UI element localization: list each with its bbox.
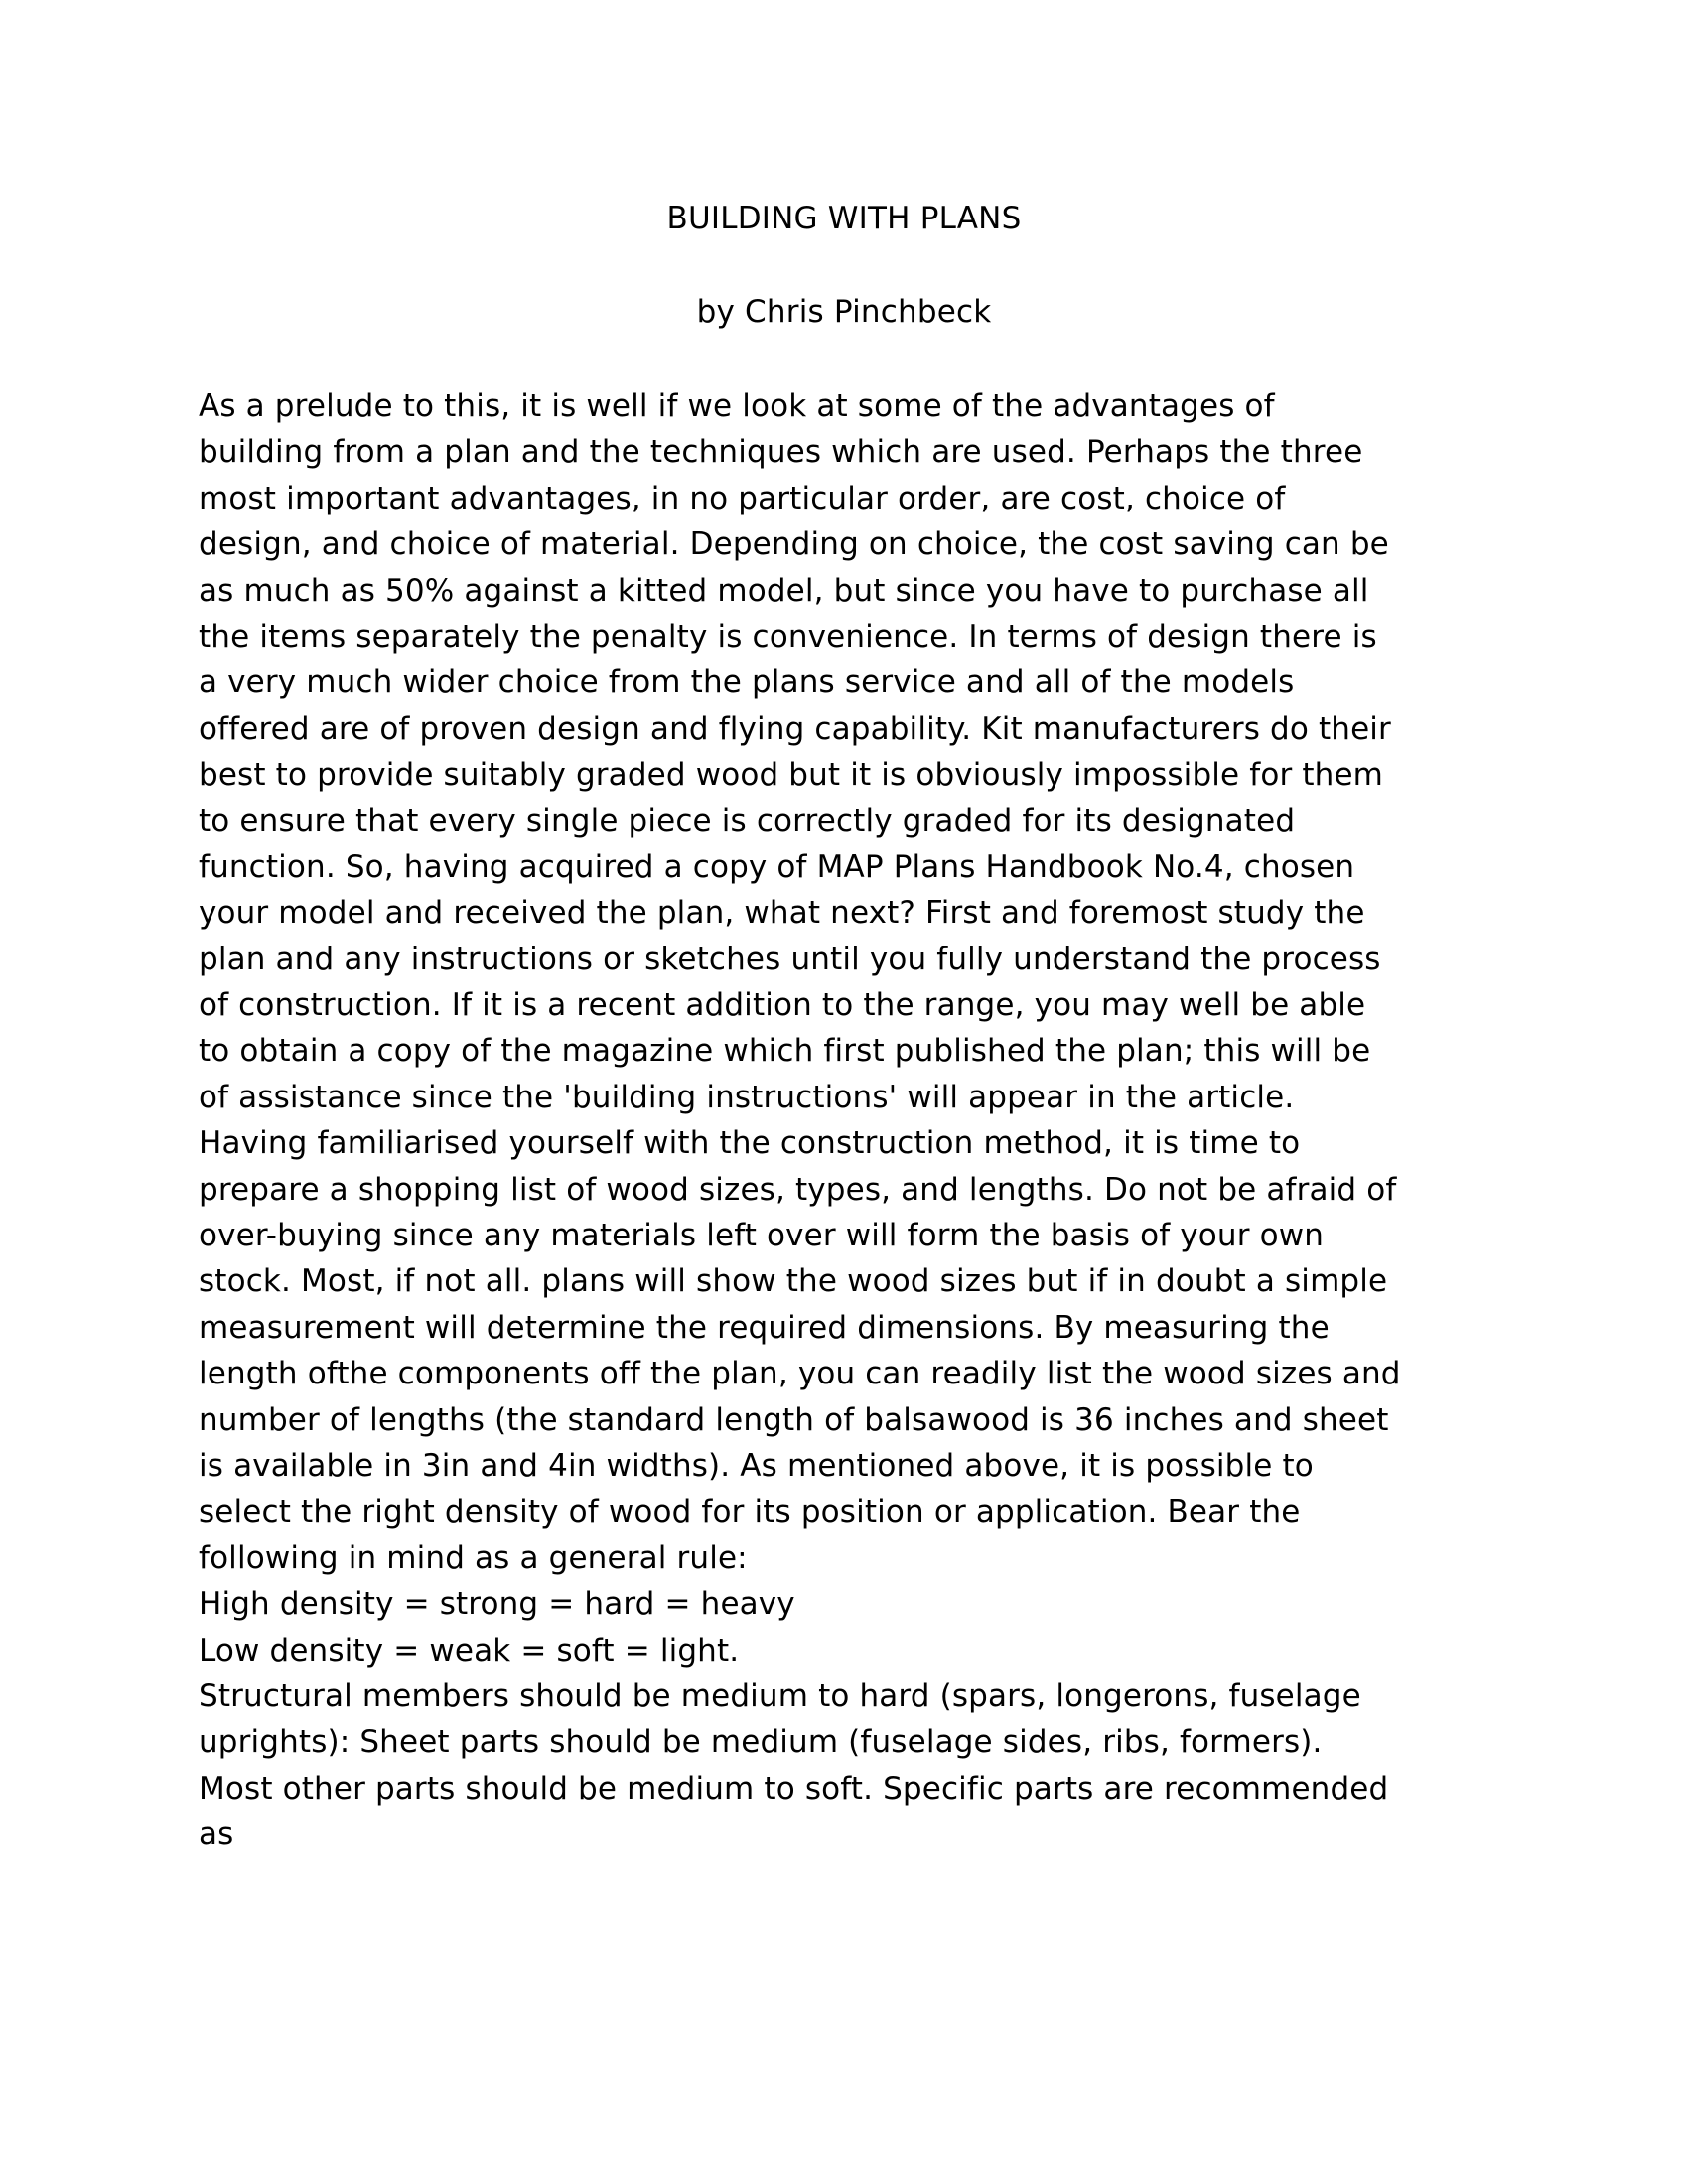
body-text-line: as much as 50% against a kitted model, but since you have to purchase all bbox=[199, 572, 1369, 609]
body-text-line: uprights): Sheet parts should be medium (fuselage sides, ribs, formers). bbox=[199, 1724, 1323, 1761]
body-text-line: design, and choice of material. Depending on choice, the cost saving can be bbox=[199, 526, 1389, 563]
body-text-line: offered are of proven design and flying capability. Kit manufacturers do their bbox=[199, 710, 1391, 747]
body-text-line: plan and any instructions or sketches until you fully understand the process bbox=[199, 941, 1381, 977]
body-text-line: the items separately the penalty is convenience. In terms of design there is bbox=[199, 618, 1377, 655]
body-text-line: over-buying since any materials left over will form the basis of your own bbox=[199, 1218, 1325, 1254]
body-text-line: As a prelude to this, it is well if we look at some of the advantages of bbox=[199, 388, 1275, 424]
body-text-line: prepare a shopping list of wood sizes, types, and lengths. Do not be afraid of bbox=[199, 1171, 1397, 1208]
body-text-line: High density = strong = hard = heavy bbox=[199, 1586, 795, 1623]
body-text-line: length ofthe components off the plan, you can readily list the wood sizes and bbox=[199, 1356, 1401, 1392]
body-text-line: Low density = weak = soft = light. bbox=[199, 1632, 740, 1669]
body-text-line: best to provide suitably graded wood but it is obviously impossible for them bbox=[199, 757, 1384, 794]
body-text-line: of construction. If it is a recent addition to the range, you may well be able bbox=[199, 987, 1366, 1024]
body-text-line: Having familiarised yourself with the construction method, it is time to bbox=[199, 1125, 1301, 1162]
body-text-line: select the right density of wood for its position or application. Bear the bbox=[199, 1494, 1301, 1530]
body-text-line: to ensure that every single piece is correctly graded for its designated bbox=[199, 802, 1296, 839]
body-text-line: your model and received the plan, what next? First and foremost study the bbox=[199, 895, 1365, 932]
body-text-line: stock. Most, if not all. plans will show the wood sizes but if in doubt a simple bbox=[199, 1263, 1388, 1300]
document-body bbox=[199, 383, 1489, 1858]
body-text-line: Most other parts should be medium to soft. Specific parts are recommended bbox=[199, 1770, 1389, 1807]
body-text-line: is available in 3in and 4in widths). As mentioned above, it is possible to bbox=[199, 1447, 1314, 1484]
body-text-line: most important advantages, in no particular order, are cost, choice of bbox=[199, 480, 1286, 516]
body-text-line: building from a plan and the techniques which are used. Perhaps the three bbox=[199, 434, 1363, 471]
document-author: by Chris Pinchbeck bbox=[696, 294, 992, 330]
body-text-line: as bbox=[199, 1817, 234, 1853]
body-text-line: function. So, having acquired a copy of MAP Plans Handbook No.4, chosen bbox=[199, 848, 1355, 885]
body-text-line: a very much wider choice from the plans service and all of the models bbox=[199, 664, 1295, 701]
body-text-line: of assistance since the 'building instructions' will appear in the article. bbox=[199, 1079, 1295, 1115]
body-text-line: following in mind as a general rule: bbox=[199, 1539, 748, 1576]
body-text-line: number of lengths (the standard length of balsawood is 36 inches and sheet bbox=[199, 1401, 1389, 1438]
body-text-line: to obtain a copy of the magazine which first published the plan; this will be bbox=[199, 1033, 1371, 1070]
body-text-line: measurement will determine the required dimensions. By measuring the bbox=[199, 1309, 1330, 1346]
body-text-line: Structural members should be medium to hard (spars, longerons, fuselage bbox=[199, 1677, 1361, 1714]
document-title: BUILDING WITH PLANS bbox=[666, 201, 1022, 236]
